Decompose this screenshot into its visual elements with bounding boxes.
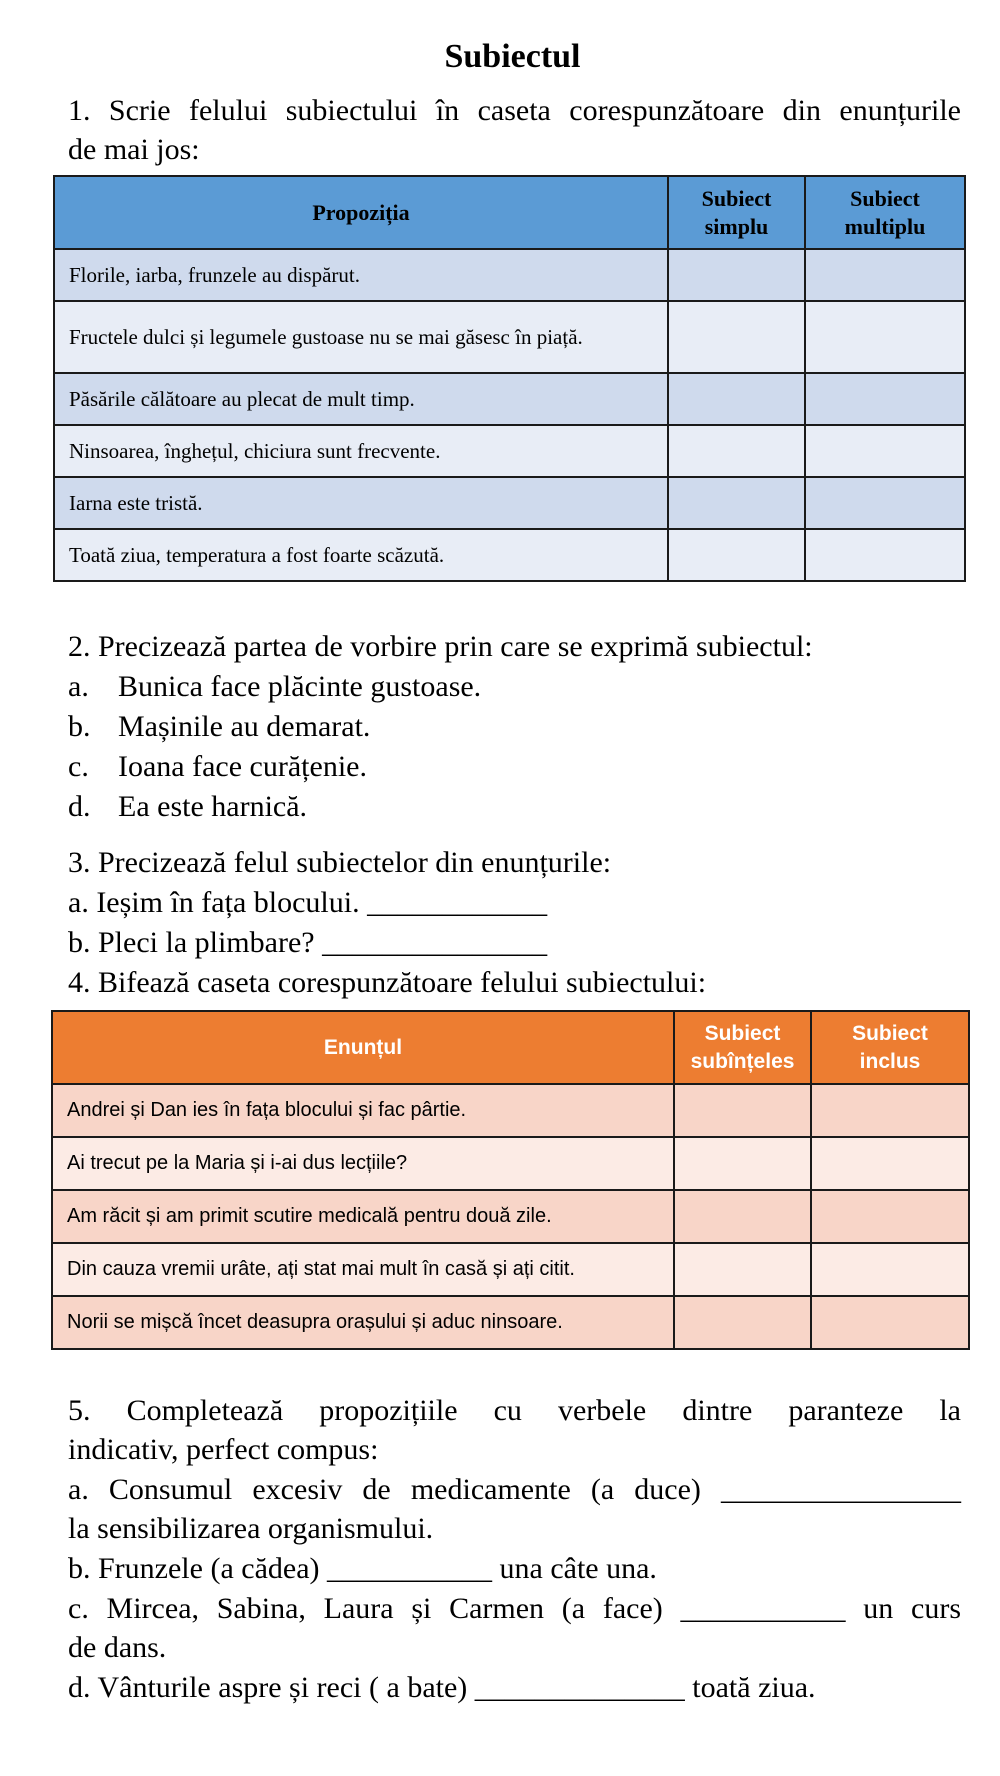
sentence-cell: Iarna este tristă. — [54, 477, 668, 529]
column-header-sentence: Propoziția — [54, 176, 668, 249]
table-row — [52, 1084, 969, 1137]
item-label: c. — [68, 750, 89, 783]
ex5-item-b: b. Frunzele (a cădea) ___________ una câte una. — [68, 1552, 657, 1585]
statement-cell: Andrei și Dan ies în fața blocului și fac pârtie. — [52, 1084, 674, 1137]
answer-box-simple[interactable] — [668, 301, 805, 373]
answer-box-simple[interactable] — [668, 477, 805, 529]
item-label: d. — [68, 790, 91, 823]
statement-cell: Norii se mișcă încet deasupra orașului și aduc ninsoare. — [52, 1296, 674, 1349]
checkbox-implied[interactable] — [674, 1190, 811, 1243]
ex1-instruction: 1. Scrie felului subiectului în caseta corespunzătoare din enunțurile — [68, 94, 961, 127]
statement-cell: Am răcit și am primit scutire medicală pentru două zile. — [52, 1190, 674, 1243]
page-title: Subiectul — [444, 38, 581, 75]
answer-box-simple[interactable] — [668, 529, 805, 581]
column-header-included-subject: Subiect inclus — [811, 1011, 969, 1084]
ex2-item-a — [68, 668, 481, 706]
ex2-item-c — [68, 748, 367, 786]
table-row — [54, 301, 965, 373]
answer-box-simple[interactable] — [668, 249, 805, 301]
answer-box-multiple[interactable] — [805, 373, 965, 425]
table-row — [52, 1296, 969, 1349]
sentence-cell: Păsările călătoare au plecat de mult timp. — [54, 373, 668, 425]
answer-box-multiple[interactable] — [805, 425, 965, 477]
answer-box-multiple[interactable] — [805, 249, 965, 301]
answer-box-multiple[interactable] — [805, 529, 965, 581]
item-text: Ea este harnică. — [118, 790, 308, 823]
checkbox-included[interactable] — [811, 1190, 969, 1243]
ex5-item-c: c. Mircea, Sabina, Laura și Carmen (a face) ___________ un curs — [68, 1592, 961, 1625]
ex2-item-b — [68, 708, 370, 746]
ex2-instruction: 2. Precizează partea de vorbire prin care se exprimă subiectul: — [68, 630, 813, 663]
ex5-instruction: 5. Completează propozițiile cu verbele dintre paranteze la — [68, 1394, 961, 1427]
ex1-instruction-cont: de mai jos: — [68, 133, 200, 166]
table-row — [52, 1243, 969, 1296]
checkbox-included[interactable] — [811, 1137, 969, 1190]
item-label: a. — [68, 670, 89, 703]
item-text: Bunica face plăcinte gustoase. — [118, 670, 482, 703]
ex5-item-a-cont: la sensibilizarea organismului. — [68, 1512, 434, 1545]
checkbox-implied[interactable] — [674, 1084, 811, 1137]
ex1-table — [53, 175, 966, 582]
ex5-item-a: a. Consumul excesiv de medicamente (a duce) ________________ — [68, 1473, 961, 1506]
column-header-simple-subject: Subiect simplu — [668, 176, 805, 249]
column-header-statement: Enunțul — [52, 1011, 674, 1084]
statement-cell: Din cauza vremii urâte, ați stat mai mult în casă și ați citit. — [52, 1243, 674, 1296]
table-row — [54, 425, 965, 477]
answer-box-simple[interactable] — [668, 373, 805, 425]
answer-box-simple[interactable] — [668, 425, 805, 477]
sentence-cell: Ninsoarea, înghețul, chiciura sunt frecvente. — [54, 425, 668, 477]
item-text: Ioana face curățenie. — [118, 750, 367, 783]
ex5-instruction-cont: indicativ, perfect compus: — [68, 1433, 379, 1466]
checkbox-implied[interactable] — [674, 1243, 811, 1296]
ex3-item-a: a. Ieșim în fața blocului. ____________ — [68, 886, 548, 919]
sentence-cell: Florile, iarba, frunzele au dispărut. — [54, 249, 668, 301]
table-row — [54, 249, 965, 301]
checkbox-implied[interactable] — [674, 1296, 811, 1349]
answer-box-multiple[interactable] — [805, 301, 965, 373]
ex3-instruction: 3. Precizează felul subiectelor din enunțurile: — [68, 846, 612, 879]
ex5-item-d: d. Vânturile aspre și reci ( a bate) ______________ toată ziua. — [68, 1671, 816, 1704]
checkbox-included[interactable] — [811, 1084, 969, 1137]
column-header-implied-subject: Subiect subînțeles — [674, 1011, 811, 1084]
answer-box-multiple[interactable] — [805, 477, 965, 529]
table-row — [54, 373, 965, 425]
table-header-row — [54, 176, 965, 249]
item-label: b. — [68, 710, 91, 743]
ex4-instruction: 4. Bifează caseta corespunzătoare felului subiectului: — [68, 966, 707, 999]
ex4-table — [51, 1010, 970, 1350]
table-row — [52, 1137, 969, 1190]
sentence-cell: Fructele dulci și legumele gustoase nu se mai găsesc în piață. — [54, 301, 668, 373]
checkbox-implied[interactable] — [674, 1137, 811, 1190]
table-row — [54, 477, 965, 529]
checkbox-included[interactable] — [811, 1296, 969, 1349]
table-header-row — [52, 1011, 969, 1084]
column-header-multiple-subject: Subiect multiplu — [805, 176, 965, 249]
item-text: Mașinile au demarat. — [118, 710, 371, 743]
table-row — [52, 1190, 969, 1243]
checkbox-included[interactable] — [811, 1243, 969, 1296]
ex2-item-d — [68, 788, 307, 826]
sentence-cell: Toată ziua, temperatura a fost foarte scăzută. — [54, 529, 668, 581]
table-row — [54, 529, 965, 581]
ex3-item-b: b. Pleci la plimbare? _______________ — [68, 926, 548, 959]
statement-cell: Ai trecut pe la Maria și i-ai dus lecțiile? — [52, 1137, 674, 1190]
ex5-item-c-cont: de dans. — [68, 1631, 167, 1664]
